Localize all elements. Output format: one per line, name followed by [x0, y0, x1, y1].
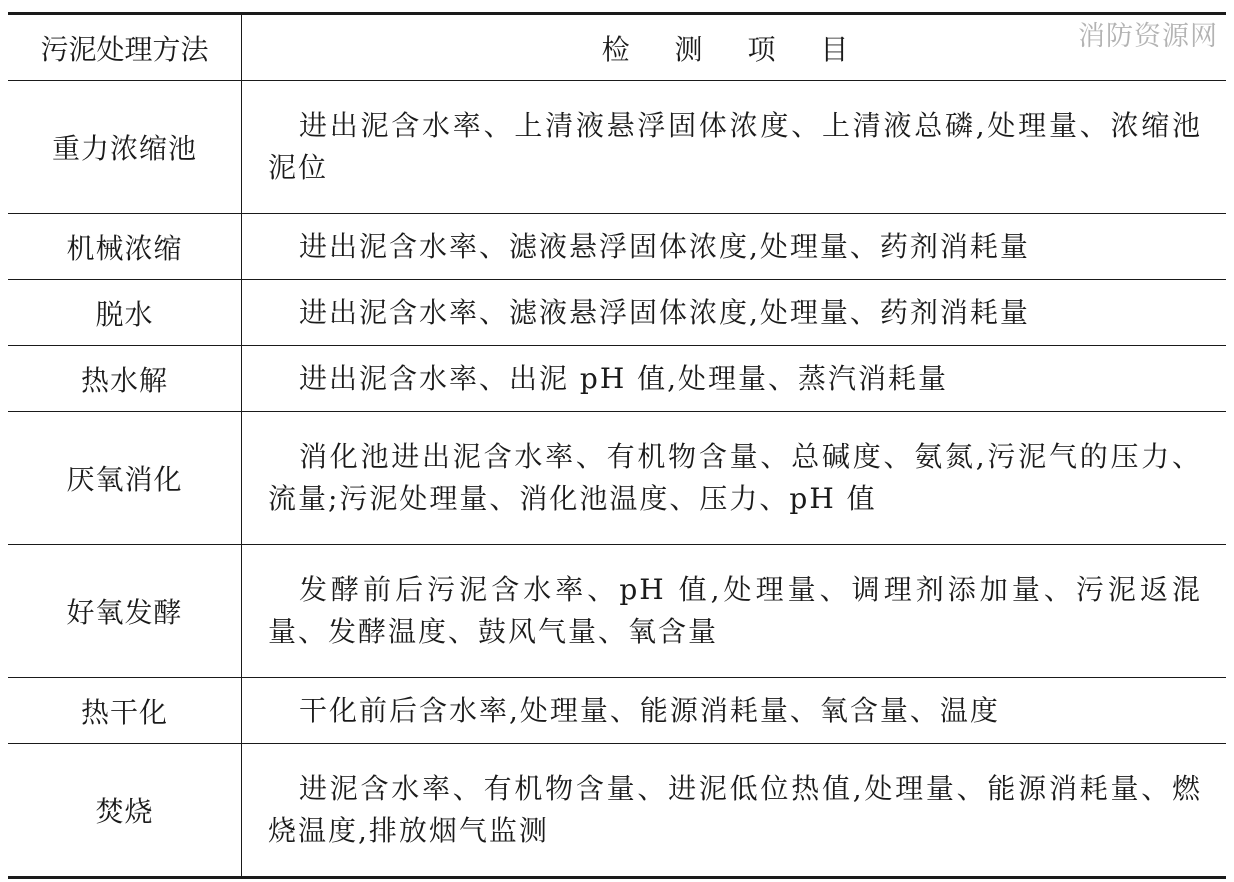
items-cell: 进泥含水率、有机物含量、进泥低位热值,处理量、能源消耗量、燃烧温度,排放烟气监测: [242, 744, 1227, 878]
table-row: [8, 81, 1226, 214]
sludge-monitoring-table: [8, 12, 1226, 879]
table-row: [8, 214, 1226, 280]
table-row: [8, 280, 1226, 346]
method-cell: 机械浓缩: [8, 214, 242, 280]
items-cell: 进出泥含水率、上清液悬浮固体浓度、上清液总磷,处理量、浓缩池泥位: [242, 81, 1227, 214]
table-row: [8, 545, 1226, 678]
items-cell: 发酵前后污泥含水率、pH 值,处理量、调理剂添加量、污泥返混量、发酵温度、鼓风气量、氧含量: [242, 545, 1227, 678]
method-cell: 热干化: [8, 678, 242, 744]
table-row: [8, 678, 1226, 744]
method-cell: 脱水: [8, 280, 242, 346]
method-cell: 热水解: [8, 346, 242, 412]
method-cell: 重力浓缩池: [8, 81, 242, 214]
table-row: [8, 744, 1226, 878]
header-items: 检 测 项 目: [242, 14, 1227, 81]
table-row: [8, 346, 1226, 412]
method-cell: 焚烧: [8, 744, 242, 878]
items-cell: 干化前后含水率,处理量、能源消耗量、氧含量、温度: [242, 678, 1227, 744]
method-cell: 好氧发酵: [8, 545, 242, 678]
items-cell: 进出泥含水率、出泥 pH 值,处理量、蒸汽消耗量: [242, 346, 1227, 412]
items-cell: 消化池进出泥含水率、有机物含量、总碱度、氨氮,污泥气的压力、流量;污泥处理量、消化池温度、压力、pH 值: [242, 412, 1227, 545]
header-method: 污泥处理方法: [8, 14, 242, 81]
items-cell: 进出泥含水率、滤液悬浮固体浓度,处理量、药剂消耗量: [242, 280, 1227, 346]
header-row: [8, 14, 1226, 81]
watermark: 消防资源网: [1078, 21, 1218, 52]
items-cell: 进出泥含水率、滤液悬浮固体浓度,处理量、药剂消耗量: [242, 214, 1227, 280]
method-cell: 厌氧消化: [8, 412, 242, 545]
table-row: [8, 412, 1226, 545]
